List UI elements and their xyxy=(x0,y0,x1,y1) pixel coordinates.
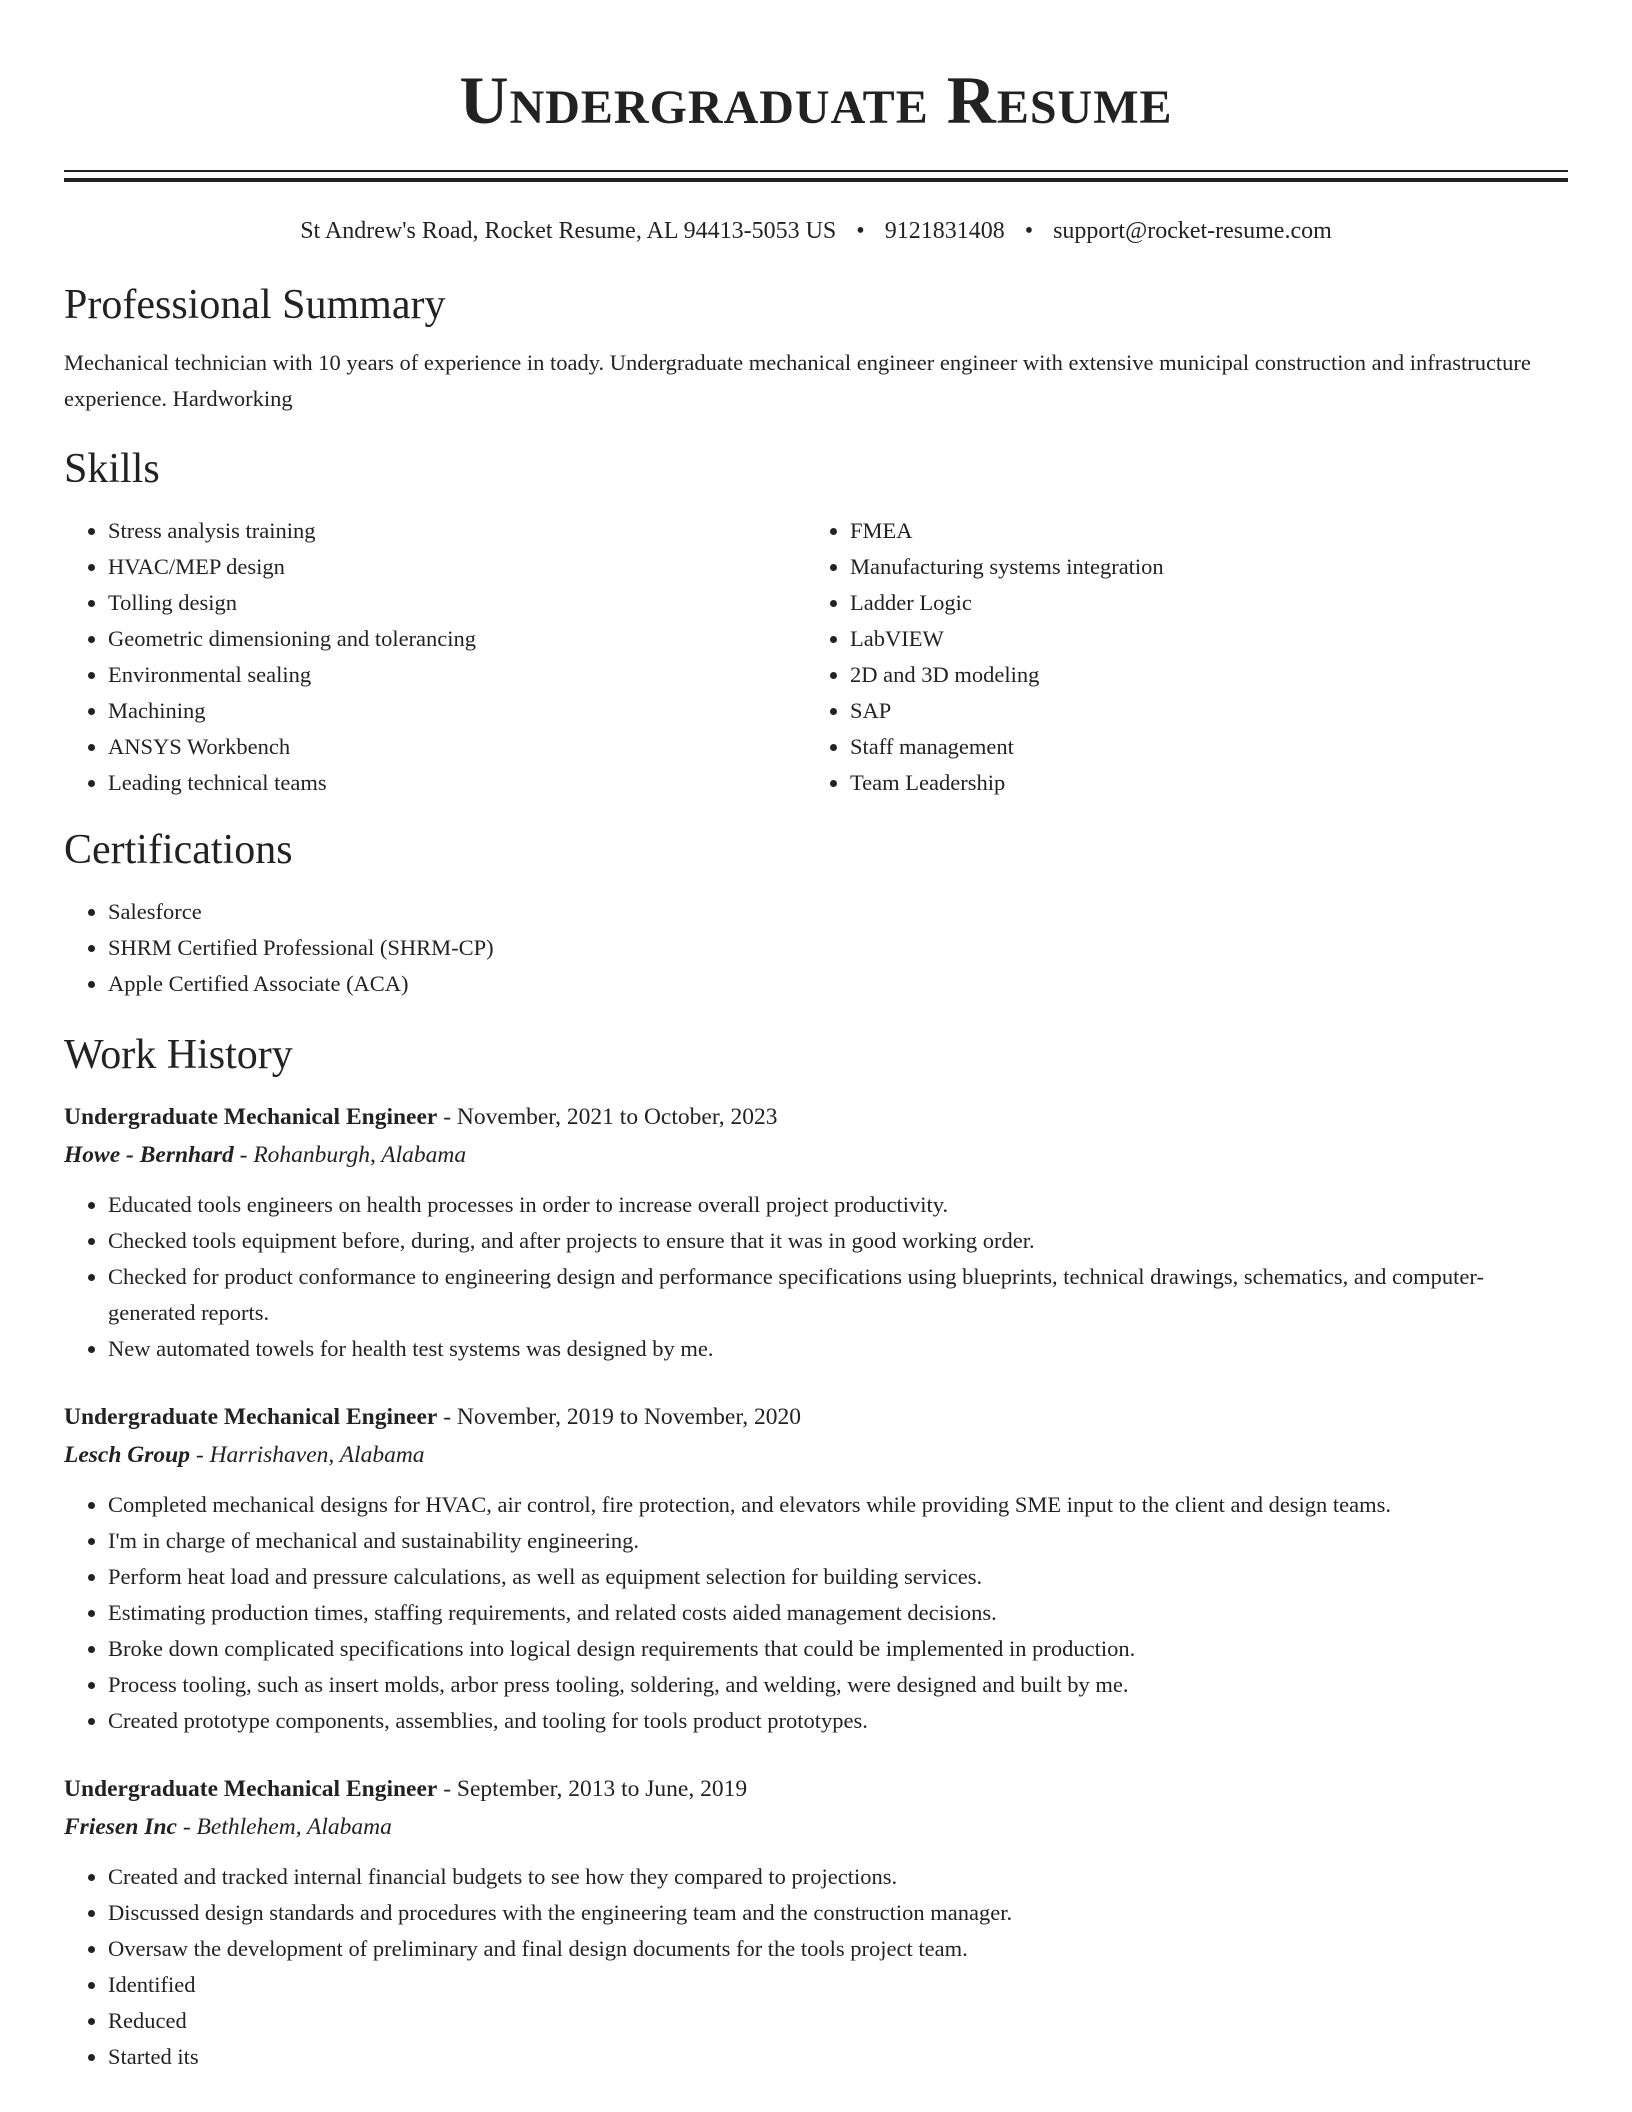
job-title: Undergraduate Mechanical Engineer xyxy=(64,1776,438,1802)
job-bullet: • Created and tracked internal financial budgets to see how they compared to projections. xyxy=(108,1859,1568,1895)
job-company: Friesen Inc xyxy=(64,1814,177,1840)
job-bullets xyxy=(64,1859,1568,2075)
work-history-heading: Work History xyxy=(64,1032,293,1078)
job-bullet: • Perform heat load and pressure calculations, as well as equipment selection for building services. xyxy=(108,1559,1568,1595)
job-bullet: • Checked for product conformance to engineering design and performance specifications using blueprints, technical drawings, schematics, and computer-generated reports. xyxy=(108,1259,1568,1331)
job-company-line xyxy=(64,1136,1568,1174)
contact-email: support@rocket-resume.com xyxy=(1053,218,1332,244)
skill-item: • Ladder Logic xyxy=(850,585,1548,621)
job-location: - Harrishaven, Alabama xyxy=(190,1442,425,1468)
job-bullet: • Reduced xyxy=(108,2003,1568,2039)
certifications-list xyxy=(64,894,1568,1002)
skill-item: • Staff management xyxy=(850,729,1548,765)
skill-item: • Tolling design xyxy=(108,585,806,621)
certifications-heading: Certifications xyxy=(64,827,293,873)
job-bullet: • I'm in charge of mechanical and sustainability engineering. xyxy=(108,1523,1568,1559)
job-company-line xyxy=(64,1808,1568,1846)
job-bullet: • Estimating production times, staffing requirements, and related costs aided management decisions. xyxy=(108,1595,1568,1631)
job-entry xyxy=(64,1398,1568,1739)
job-bullet: • New automated towels for health test systems was designed by me. xyxy=(108,1331,1568,1367)
job-dates: - November, 2019 to November, 2020 xyxy=(437,1404,801,1430)
title-divider-thick xyxy=(64,178,1568,182)
job-company: Lesch Group xyxy=(64,1442,190,1468)
job-dates: - November, 2021 to October, 2023 xyxy=(437,1104,778,1130)
job-title-line xyxy=(64,1770,1568,1808)
job-bullet: • Identified xyxy=(108,1967,1568,2003)
skill-item: • HVAC/MEP design xyxy=(108,549,806,585)
job-location: - Rohanburgh, Alabama xyxy=(233,1142,467,1168)
skills-column-right xyxy=(806,513,1548,801)
skill-item: • Machining xyxy=(108,693,806,729)
skill-item: • Manufacturing systems integration xyxy=(850,549,1548,585)
job-title-line xyxy=(64,1398,1568,1436)
job-title-line xyxy=(64,1098,1568,1136)
job-bullet: • Discussed design standards and procedures with the engineering team and the construction manager. xyxy=(108,1895,1568,1931)
contact-separator: • xyxy=(1024,218,1034,244)
certification-item: • SHRM Certified Professional (SHRM-CP) xyxy=(108,930,1568,966)
job-company-line xyxy=(64,1436,1568,1474)
skills-heading: Skills xyxy=(64,446,160,492)
skill-item: • 2D and 3D modeling xyxy=(850,657,1548,693)
job-title: Undergraduate Mechanical Engineer xyxy=(64,1104,438,1130)
skill-item: • LabVIEW xyxy=(850,621,1548,657)
job-bullet: • Process tooling, such as insert molds, arbor press tooling, soldering, and welding, were designed and built by me. xyxy=(108,1667,1568,1703)
skill-item: • FMEA xyxy=(850,513,1548,549)
certification-item: • Apple Certified Associate (ACA) xyxy=(108,966,1568,1002)
job-bullet: • Educated tools engineers on health processes in order to increase overall project productivity. xyxy=(108,1187,1568,1223)
contact-address: St Andrew's Road, Rocket Resume, AL 94413-5053 US xyxy=(300,218,837,244)
job-company: Howe - Bernhard xyxy=(64,1142,234,1168)
resume-title: Undergraduate Resume xyxy=(459,62,1173,138)
title-divider-thin xyxy=(64,170,1568,172)
skills-list-right xyxy=(806,513,1548,801)
job-bullet: • Broke down complicated specifications into logical design requirements that could be implemented in production. xyxy=(108,1631,1568,1667)
skill-item: • Geometric dimensioning and tolerancing xyxy=(108,621,806,657)
summary-text: Mechanical technician with 10 years of experience in toady. Undergraduate mechanical engineer engineer with extensive municipal construction and infrastructure experience. Hardworking xyxy=(64,350,1531,411)
job-bullet: • Completed mechanical designs for HVAC, air control, fire protection, and elevators while providing SME input to the client and design teams. xyxy=(108,1487,1568,1523)
certification-item: • Salesforce xyxy=(108,894,1568,930)
skill-item: • Environmental sealing xyxy=(108,657,806,693)
contact-separator: • xyxy=(856,218,865,244)
skills-columns xyxy=(64,513,1568,801)
job-bullet: • Checked tools equipment before, during, and after projects to ensure that it was in good working order. xyxy=(108,1223,1568,1259)
job-bullet: • Started its xyxy=(108,2039,1568,2075)
job-dates: - September, 2013 to June, 2019 xyxy=(437,1776,748,1802)
skill-item: • Team Leadership xyxy=(850,765,1548,801)
skill-item: • ANSYS Workbench xyxy=(108,729,806,765)
job-entry xyxy=(64,1098,1568,1367)
job-entry xyxy=(64,1770,1568,2075)
skill-item: • Leading technical teams xyxy=(108,765,806,801)
skills-column-left xyxy=(64,513,806,801)
job-bullets xyxy=(64,1187,1568,1367)
contact-line xyxy=(64,216,1568,246)
job-bullet: • Oversaw the development of preliminary and final design documents for the tools project team. xyxy=(108,1931,1568,1967)
skill-item: • SAP xyxy=(850,693,1548,729)
summary-heading: Professional Summary xyxy=(64,282,446,328)
job-bullet: • Created prototype components, assemblies, and tooling for tools product prototypes. xyxy=(108,1703,1568,1739)
skills-list-left xyxy=(64,513,806,801)
contact-phone: 9121831408 xyxy=(884,218,1005,244)
skill-item: • Stress analysis training xyxy=(108,513,806,549)
job-bullets xyxy=(64,1487,1568,1739)
job-title: Undergraduate Mechanical Engineer xyxy=(64,1404,438,1430)
job-location: - Bethlehem, Alabama xyxy=(176,1814,392,1840)
